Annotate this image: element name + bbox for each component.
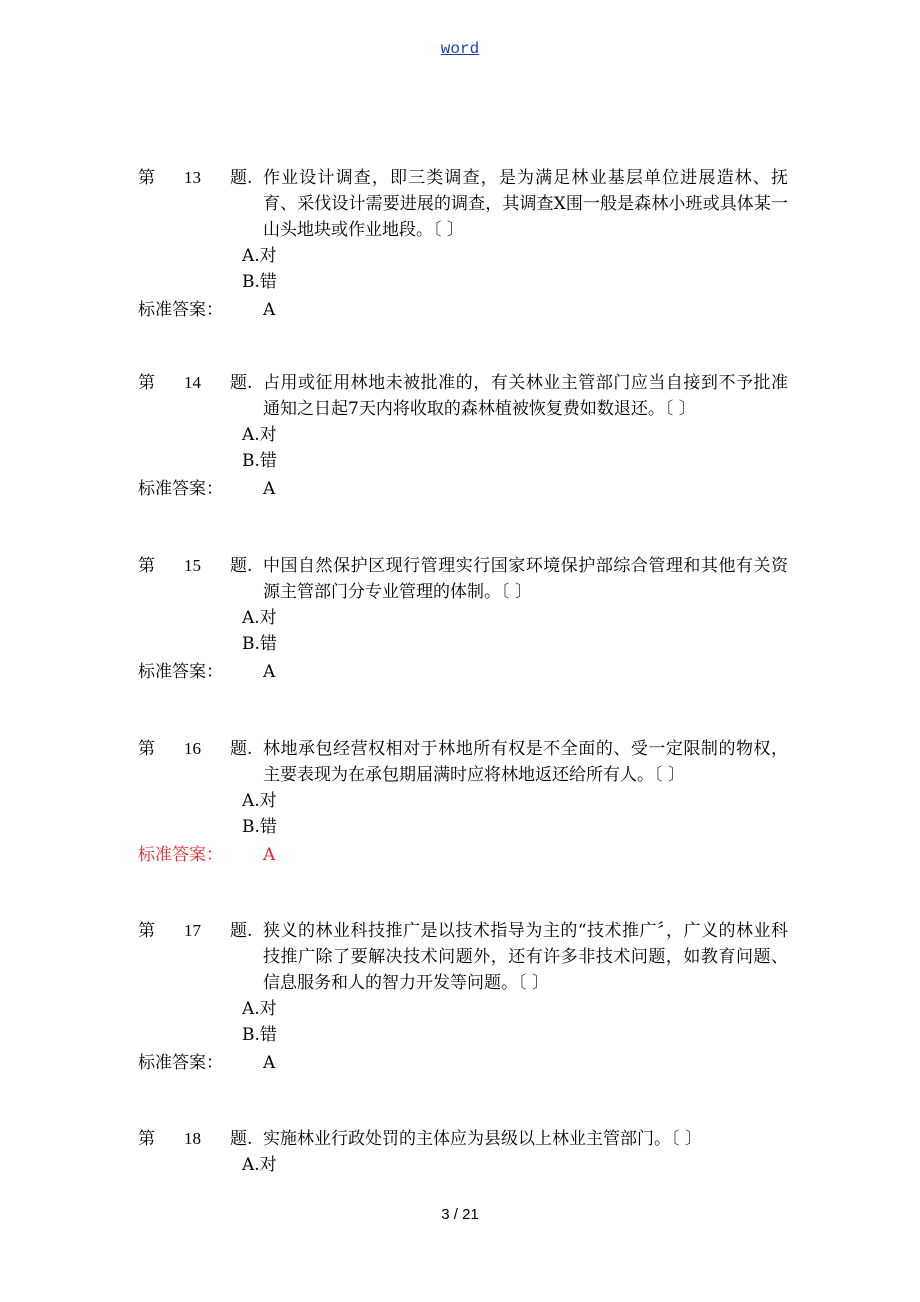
option-a: A.对	[242, 425, 277, 445]
answer-value: A	[263, 845, 276, 865]
standard-answer	[138, 657, 788, 687]
question-suffix: 题.	[230, 739, 253, 759]
option-a: A.对	[242, 246, 277, 266]
question-14	[138, 370, 788, 504]
question-17	[138, 918, 788, 1078]
answer-label: 标准答案：	[138, 479, 223, 499]
question-number: 13	[184, 168, 201, 187]
question-13	[138, 165, 788, 325]
option-b: B.错	[242, 272, 277, 292]
question-text: 狭义的林业科技推广是以技术指导为主的“技术推广〞，广义的林业科技推广除了要解决技术问题外，还有许多非技术问题，如教育问题、信息服务和人的智力开发等问题。〔 〕	[263, 921, 788, 993]
question-number: 17	[184, 921, 201, 940]
answer-value: A	[263, 479, 276, 499]
question-16	[138, 736, 788, 870]
standard-answer	[138, 295, 788, 325]
option-b: B.错	[242, 817, 277, 837]
question-line	[138, 165, 788, 243]
question-prefix: 第	[138, 739, 155, 759]
question-suffix: 题.	[230, 1129, 253, 1149]
answer-label: 标准答案：	[138, 1053, 223, 1073]
question-number: 18	[184, 1129, 201, 1148]
question-line	[138, 370, 788, 422]
word-link[interactable]: word	[440, 40, 480, 58]
question-line	[138, 918, 788, 996]
option-a: A.对	[242, 999, 277, 1019]
page-indicator: 3 / 21	[441, 1206, 479, 1223]
standard-answer	[138, 474, 788, 504]
question-suffix: 题.	[230, 921, 253, 941]
question-number: 16	[184, 739, 201, 758]
answer-value: A	[263, 300, 276, 320]
option-b: B.错	[242, 634, 277, 654]
option-a: A.对	[242, 608, 277, 628]
question-suffix: 题.	[230, 373, 253, 393]
option-b: B.错	[242, 451, 277, 471]
question-line	[138, 1126, 788, 1152]
answer-label: 标准答案：	[138, 300, 223, 320]
question-prefix: 第	[138, 556, 155, 576]
question-prefix: 第	[138, 168, 155, 188]
standard-answer	[138, 1048, 788, 1078]
question-number: 15	[184, 556, 201, 575]
question-line	[138, 736, 788, 788]
answer-value: A	[263, 662, 276, 682]
standard-answer-highlighted	[138, 840, 788, 870]
question-18	[138, 1126, 788, 1178]
question-text: 中国自然保护区现行管理实行国家环境保护部综合管理和其他有关资源主管部门分专业管理的体制。〔 〕	[263, 556, 788, 602]
question-prefix: 第	[138, 1129, 155, 1149]
question-number: 14	[184, 373, 201, 392]
header-link	[0, 40, 920, 58]
question-text: 实施林业行政处罚的主体应为县级以上林业主管部门。〔 〕	[263, 1129, 702, 1149]
answer-label: 标准答案：	[138, 845, 223, 865]
question-prefix: 第	[138, 921, 155, 941]
option-a: A.对	[242, 791, 277, 811]
question-suffix: 题.	[230, 556, 253, 576]
question-prefix: 第	[138, 373, 155, 393]
option-a: A.对	[242, 1155, 277, 1175]
question-text: 林地承包经营权相对于林地所有权是不全面的、受一定限制的物权，主要表现为在承包期届满时应将林地返还给所有人。〔 〕	[263, 739, 788, 785]
question-text: 占用或征用林地未被批准的，有关林业主管部门应当自接到不予批准通知之日起7天内将收取的森林植被恢复费如数退还。〔 〕	[263, 373, 788, 419]
option-b: B.错	[242, 1025, 277, 1045]
question-text: 作业设计调查，即三类调查，是为满足林业基层单位进展造林、抚育、采伐设计需要进展的调查，其调查X围一般是森林小班或具体某一山头地块或作业地段。〔 〕	[263, 168, 788, 240]
question-line	[138, 553, 788, 605]
question-15	[138, 553, 788, 687]
question-suffix: 题.	[230, 168, 253, 188]
answer-label: 标准答案：	[138, 662, 223, 682]
answer-value: A	[263, 1053, 276, 1073]
